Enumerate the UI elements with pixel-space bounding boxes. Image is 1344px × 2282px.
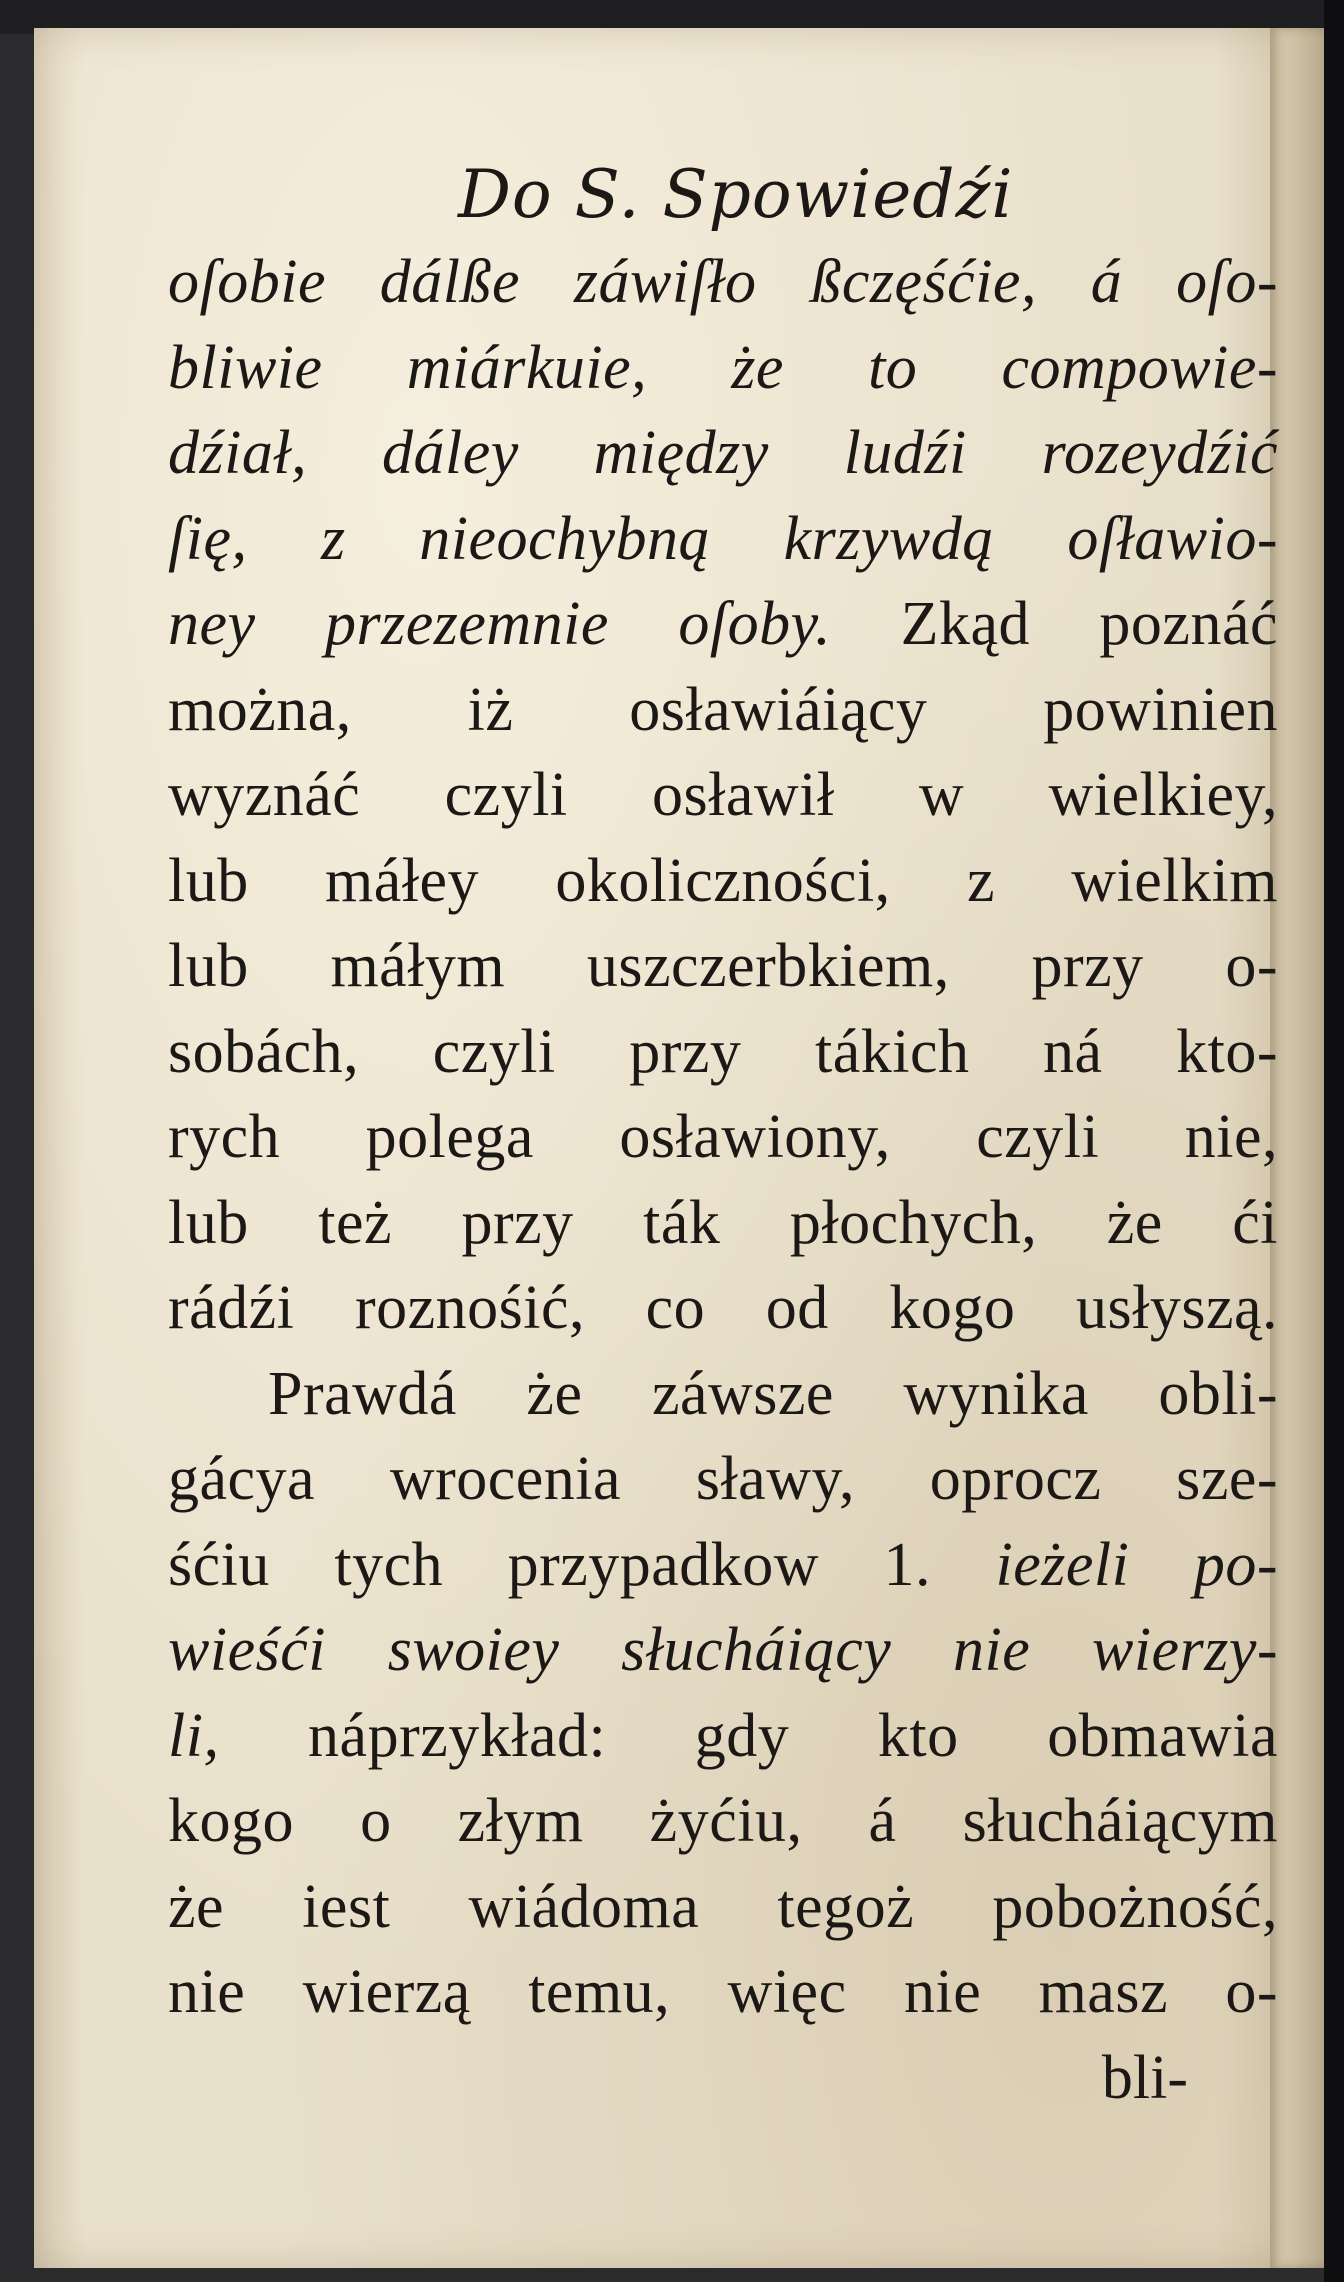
text-line-2: bliwie miárkuie, że to compowie- [168,333,1278,402]
text-line-16-roman: śćiu tych przypadkow 1. [168,1530,996,1599]
text-line-7: wyznáć czyli osławił w wielkiey, [168,761,1278,829]
page-gutter [1270,28,1324,2268]
text-line-15: gácya wrocenia sławy, oprocz sze- [168,1445,1278,1513]
text-line-18-italic: li, [168,1701,220,1770]
text-line-11: rych polega osławiony, czyli nie, [168,1103,1278,1171]
text-line-12: lub też przy ták płochych, że ći [168,1188,1278,1257]
text-line-19: kogo o złym żyćiu, á słucháiącym [168,1787,1278,1855]
catchword: bli- [1101,2043,1188,2112]
text-line-5-roman: Zkąd poznáć [831,590,1278,658]
text-line-3: dźiał, dáley między ludźi rozeydźić [168,419,1278,487]
text-line-10: sobách, czyli przy tákich ná kto- [168,1017,1278,1086]
page-text-block [168,150,1278,2121]
text-line-20: że iest wiádoma tegoż pobożność, [168,1872,1278,1941]
text-line-9: lub máłym uszczerbkiem, przy o- [168,932,1278,1000]
text-line-18 [168,1694,1278,1780]
text-line-21: nie wierzą temu, więc nie masz o- [168,1958,1278,2026]
text-line-17: wieśći swoiey słucháiący nie wierzy- [168,1616,1278,1684]
text-line-4: ſię, z nieochybną krzywdą oſławio- [168,504,1278,573]
text-line-1: oſobie dálße záwiſło ßczęśćie, á oſo- [168,248,1278,316]
text-line-14: Prawdá że záwsze wynika obli- [268,1359,1278,1428]
text-line-16-italic: ieżeli po- [995,1530,1278,1599]
text-line-6: można, iż osławiáiący powinien [168,675,1278,744]
text-line-18-roman: náprzykład: gdy kto obmawia [219,1701,1278,1770]
scan-right-edge [1324,0,1344,2282]
text-line-5 [168,582,1278,668]
text-line-13: rádźi roznośić, co od kogo usłyszą. [168,1274,1278,1342]
text-line-8: lub máłey okoliczności, z wielkim [168,846,1278,915]
running-head: Do S. Spowiedźi [458,156,1014,233]
text-line-16 [168,1523,1278,1609]
text-line-5-italic: ney przezemnie oſoby. [168,590,832,658]
